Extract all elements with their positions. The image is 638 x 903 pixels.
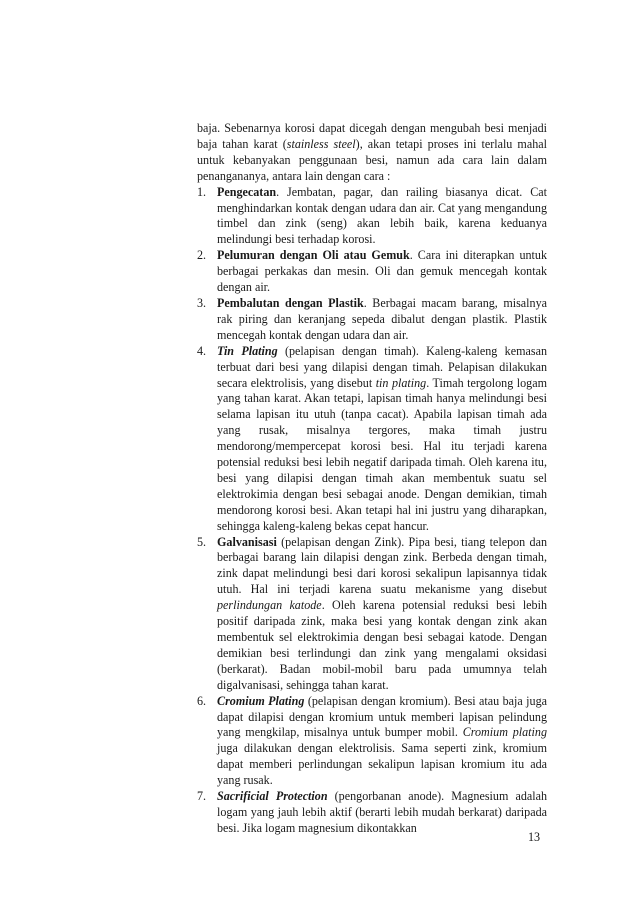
list-item: [197, 535, 547, 694]
item-title: Sacrificial Protection: [217, 789, 328, 804]
item-number: 4.: [197, 343, 207, 358]
item-title: Pelumuran dengan Oli atau Gemuk: [217, 248, 410, 263]
item-number: 1.: [197, 184, 207, 199]
item-body: . Jembatan, pagar, dan railing biasanya dicat. Cat menghindarkan kontak dengan udara dan air. Cat yang mengandung timbel dan zink (seng) akan lebih baik, karena keduanya melindungi besi terhadap korosi.: [217, 184, 547, 247]
item-number: 5.: [197, 534, 207, 549]
list-item: [197, 185, 547, 249]
item-text: [217, 694, 547, 789]
page-body: [197, 121, 547, 837]
item-italic-term: tin plating: [375, 375, 427, 390]
item-number: 3.: [197, 295, 207, 310]
intro-text-continued: ), akan tetapi proses ini terlalu mahal untuk kebanyakan penggunaan besi, namun ada cara lain dalam penangananya, antara lain dengan cara :: [197, 136, 547, 183]
item-body-continued: . Oleh karena potensial reduksi besi lebih positif daripada zink, maka besi yang kontak dengan zink akan membentuk sel elektrokimia dengan besi sebagai katode. Dengan demikian besi terlindungi dan zink yang mengalami oksidasi (berkarat). Badan mobil-mobil baru pada umumnya telah digalvanisasi, sehingga tahan karat.: [217, 598, 547, 692]
item-body-continued: . Timah tergolong logam yang tahan karat. Akan tetapi, lapisan timah hanya melindungi besi selama lapisan itu utuh (tanpa cacat). Apabila lapisan timah ada yang rusak, misalnya tergores, maka timah justru mendorong/mempercepat korosi besi. Hal itu terjadi karena potensial reduksi besi lebih negatif daripada timah. Oleh karena itu, besi yang dilapisi dengan timah akan membentuk suatu sel elektrokimia dengan besi sebagai anode. Dengan demikian, timah mendorong korosi besi. Akan tetapi hal ini justru yang diharapkan, sehingga kaleng-kaleng bekas cepat hancur.: [217, 375, 547, 533]
item-title: Pengecatan: [217, 184, 277, 199]
intro-paragraph: [197, 121, 547, 185]
intro-italic-term: stainless steel: [286, 136, 356, 151]
item-body: (pelapisan dengan Zink). Pipa besi, tiang telepon dan berbagai barang lain dilapisi dengan zink. Berbeda dengan timah, zink dapat melindungi besi dari korosi sekalipun lapisannya tidak utuh. Hal ini terjadi karena suatu mekanisme yang disebut: [217, 534, 547, 597]
item-text: [217, 185, 547, 249]
item-text: [217, 248, 547, 296]
item-body: . Berbagai macam barang, misalnya rak piring dan keranjang sepeda dibalut dengan plastik. Plastik mencegah kontak dengan udara dan air.: [217, 295, 547, 342]
list-item: [197, 296, 547, 344]
list-item: [197, 248, 547, 296]
item-number: 7.: [197, 789, 207, 804]
prevention-method-list: [197, 185, 547, 837]
list-item: [197, 789, 547, 837]
page-number: 13: [528, 830, 541, 844]
item-italic-term: Cromium plating: [462, 725, 547, 740]
intro-text: baja. Sebenarnya korosi dapat dicegah dengan mengubah besi menjadi baja tahan karat (: [197, 121, 547, 151]
item-text: [217, 789, 547, 837]
item-title: Cromium Plating: [217, 693, 305, 708]
list-item: [197, 694, 547, 789]
item-body: (pelapisan dengan timah). Kaleng-kaleng kemasan terbuat dari besi yang dilapisi dengan timah. Pelapisan dilakukan secara elektrolisis, yang disebut: [217, 343, 547, 390]
item-body: (pelapisan dengan kromium). Besi atau baja juga dapat dilapisi dengan kromium untuk memberi lapisan pelindung yang mengkilap, misalnya untuk bumper mobil.: [217, 693, 547, 740]
item-body: (pengorbanan anode). Magnesium adalah logam yang jauh lebih aktif (berarti lebih mudah berkarat) daripada besi. Jika logam magnesium dikontakkan: [217, 789, 548, 835]
item-title: Tin Plating: [217, 343, 278, 358]
item-text: [217, 296, 547, 344]
item-title: Pembalutan dengan Plastik: [217, 295, 364, 310]
list-item: [197, 344, 547, 535]
item-text: [217, 535, 547, 694]
item-number: 2.: [197, 248, 207, 263]
item-number: 6.: [197, 693, 207, 708]
item-body: . Cara ini diterapkan untuk berbagai perkakas dan mesin. Oli dan gemuk mencegah kontak dengan air.: [217, 248, 547, 295]
item-text: [217, 344, 547, 535]
item-italic-term: perlindungan katode: [217, 598, 322, 613]
item-body-continued: juga dilakukan dengan elektrolisis. Sama seperti zink, kromium dapat memberi perlindungan sekalipun lapisan kromium itu ada yang rusak.: [217, 741, 547, 788]
item-title: Galvanisasi: [217, 534, 277, 549]
